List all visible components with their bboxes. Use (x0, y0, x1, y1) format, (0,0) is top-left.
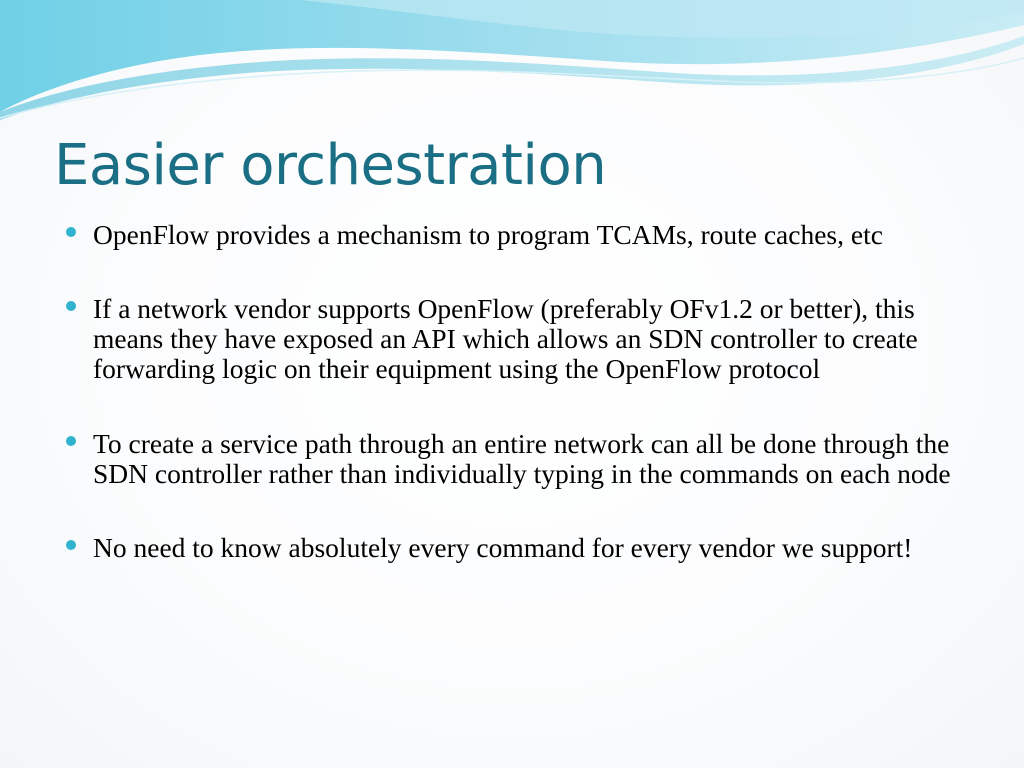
bullet-dot-icon (66, 301, 76, 311)
bullet-text: If a network vendor supports OpenFlow (preferably OFv1.2 or better), this means they have exposed an API which allows an SDN controller to create forwarding logic on their equipment using the OpenFlow protocol (93, 293, 918, 384)
bullet-item (64, 533, 964, 563)
bullet-dot-icon (66, 540, 76, 550)
bullet-text: To create a service path through an entire network can all be done through the SDN controller rather than individually typing in the commands on each node (93, 428, 951, 489)
bullet-text: No need to know absolutely every command for every vendor we support! (93, 532, 913, 563)
bullet-item (64, 429, 964, 489)
bullet-dot-icon (66, 227, 76, 237)
bullet-list (64, 220, 964, 607)
bullet-dot-icon (66, 436, 76, 446)
slide-title: Easier orchestration (54, 133, 607, 198)
bullet-item (64, 294, 964, 384)
bullet-text: OpenFlow provides a mechanism to program TCAMs, route caches, etc (93, 219, 883, 250)
header-wave-decoration (0, 0, 1024, 130)
bullet-item (64, 220, 964, 250)
